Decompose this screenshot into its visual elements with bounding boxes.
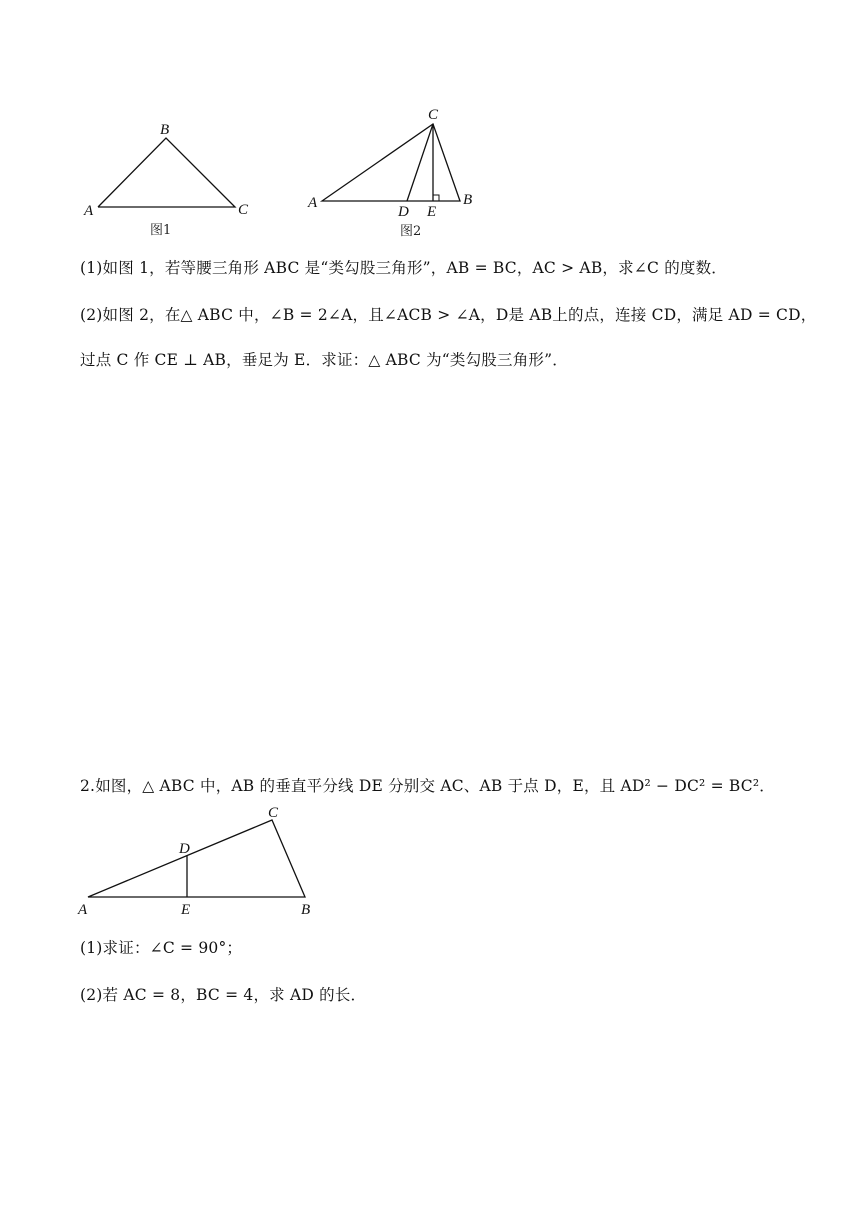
fig3-triangle	[88, 820, 305, 897]
fig2-label-b: B	[463, 192, 473, 208]
fig2-caption: 图2	[400, 224, 422, 239]
fig3-label-d: D	[179, 841, 190, 857]
problem1-part1: (1)如图 1，若等腰三角形 ABC 是“类勾股三角形”，AB = BC，AC > AB，求∠C 的度数．	[80, 259, 727, 277]
fig1-caption: 图1	[150, 223, 172, 238]
fig3-label-c: C	[268, 805, 279, 821]
problem1-part2-line2: 过点 C 作 CE ⊥ AB，垂足为 E．求证：△ ABC 为“类勾股三角形”．	[80, 351, 568, 369]
fig3-label-a: A	[78, 902, 88, 918]
fig1-label-b: B	[160, 122, 170, 138]
fig1-label-a: A	[84, 203, 94, 219]
fig2-label-d: D	[398, 204, 409, 220]
problem2-part2: (2)若 AC = 8，BC = 4，求 AD 的长．	[80, 986, 367, 1004]
fig2-label-c: C	[428, 107, 439, 123]
problem2-stem: 2.如图，△ ABC 中，AB 的垂直平分线 DE 分别交 AC、AB 于点 D，E，且 AD² − DC² = BC²．	[80, 777, 775, 795]
fig2-label-e: E	[427, 204, 437, 220]
problem1-part2-line1: (2)如图 2，在△ ABC 中，∠B = 2∠A，且∠ACB > ∠A，D是 AB上的点，连接 CD，满足 AD = CD，	[80, 306, 817, 324]
fig3-label-e: E	[181, 902, 191, 918]
fig3-label-b: B	[301, 902, 311, 918]
problem2-part1: (1)求证：∠C = 90°；	[80, 939, 243, 957]
fig1-label-c: C	[238, 202, 249, 218]
fig2-label-a: A	[308, 195, 318, 211]
